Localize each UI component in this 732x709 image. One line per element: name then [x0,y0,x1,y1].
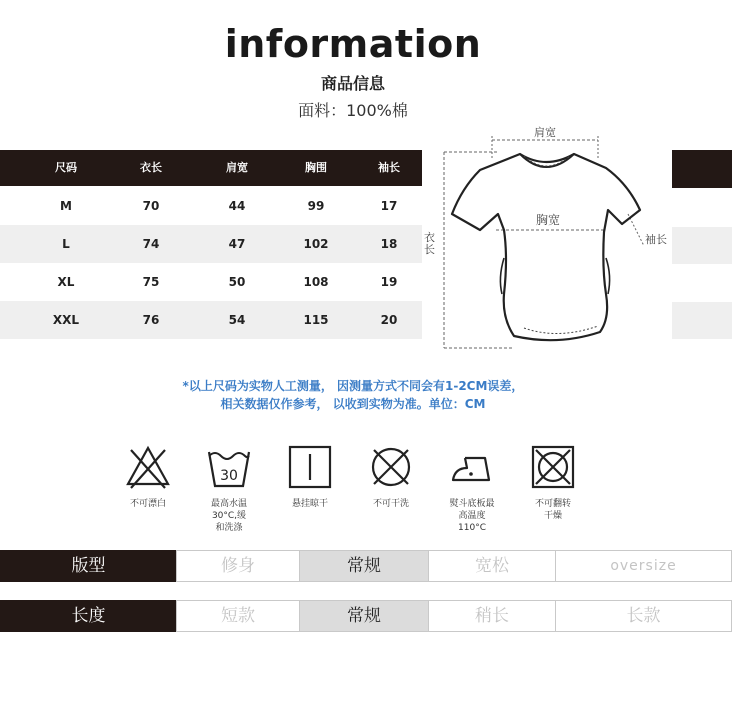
table-row [0,225,422,263]
care-item [351,444,431,510]
care-label: 悬挂晾干 [291,499,328,509]
no-dryclean-icon [368,444,414,490]
no-tumble-dry-icon [530,444,576,490]
table-cell: 17 [380,199,398,213]
care-item [432,444,512,534]
decor-band [672,227,732,264]
measure-note-line2: 相关数据仅作参考， 以收到实物为准。单位：CM [220,397,486,411]
hang-dry-icon [287,444,333,490]
table-row [0,301,422,339]
table-cell: 20 [380,313,398,327]
table-cell: 102 [303,237,329,251]
care-item [513,444,593,522]
decor-band [672,302,732,339]
iron-icon [449,444,495,490]
care-label: 不可漂白 [129,499,166,509]
table-cell: XXL [52,313,80,327]
size-table-header [0,150,422,186]
table-cell: 75 [142,275,160,289]
care-item [270,444,350,510]
table-cell: 18 [380,237,398,251]
decor-band [672,150,732,188]
table-cell: 47 [228,237,246,251]
table-cell: 76 [142,313,160,327]
length-label: 长度 [0,600,177,632]
no-bleach-icon [125,444,171,490]
table-cell: 74 [142,237,160,251]
table-cell: 19 [380,275,398,289]
page-subtitle: 商品信息 [320,74,385,93]
header-size: 尺码 [55,161,77,174]
table-cell: XL [57,275,75,289]
diagram-shoulder-label: 肩宽 [534,126,556,139]
care-item [189,444,269,534]
header-length: 衣长 [140,161,162,174]
table-cell: L [62,237,70,251]
fit-option: oversize [555,550,732,582]
diagram-length-label: 衣长 [424,231,435,256]
length-option: 短款 [176,600,300,632]
table-row [0,187,422,225]
care-label: 熨斗底板最 高温度 110°C [449,499,495,533]
length-option: 长款 [555,600,732,632]
table-cell: 70 [142,199,160,213]
diagram-sleeve-label: 袖长 [645,233,667,246]
fit-bar [0,550,732,582]
length-option-selected: 常规 [299,600,429,632]
care-label: 不可翻转 干燥 [534,499,571,521]
length-bar [0,600,732,632]
table-cell: 115 [303,313,329,327]
wash-30-icon [206,444,252,490]
diagram-chest-label: 胸宽 [536,213,561,227]
length-option: 稍长 [428,600,556,632]
tshirt-diagram [428,118,660,354]
header-sleeve: 袖长 [378,161,400,174]
fit-option: 修身 [176,550,300,582]
table-cell: 99 [307,199,325,213]
table-cell: 54 [228,313,246,327]
table-cell: M [60,199,72,213]
header-chest: 胸围 [305,161,327,174]
wash-temp: 30 [220,468,238,484]
fit-option: 宽松 [428,550,556,582]
care-label: 不可干洗 [372,499,409,509]
fabric-info: 面料：100%棉 [298,101,408,120]
table-row [0,263,422,301]
fit-option-selected: 常规 [299,550,429,582]
care-item [108,444,188,510]
care-label: 最高水温 30°C,缓 和洗涤 [210,499,247,533]
measure-note-line1: *以上尺码为实物人工测量， 因测量方式不同会有1-2CM误差， [182,379,524,393]
header-shoulder: 肩宽 [226,161,248,174]
page-title: information [224,22,482,66]
table-cell: 44 [228,199,246,213]
table-cell: 50 [228,275,246,289]
table-cell: 108 [303,275,329,289]
fit-label: 版型 [0,550,177,582]
